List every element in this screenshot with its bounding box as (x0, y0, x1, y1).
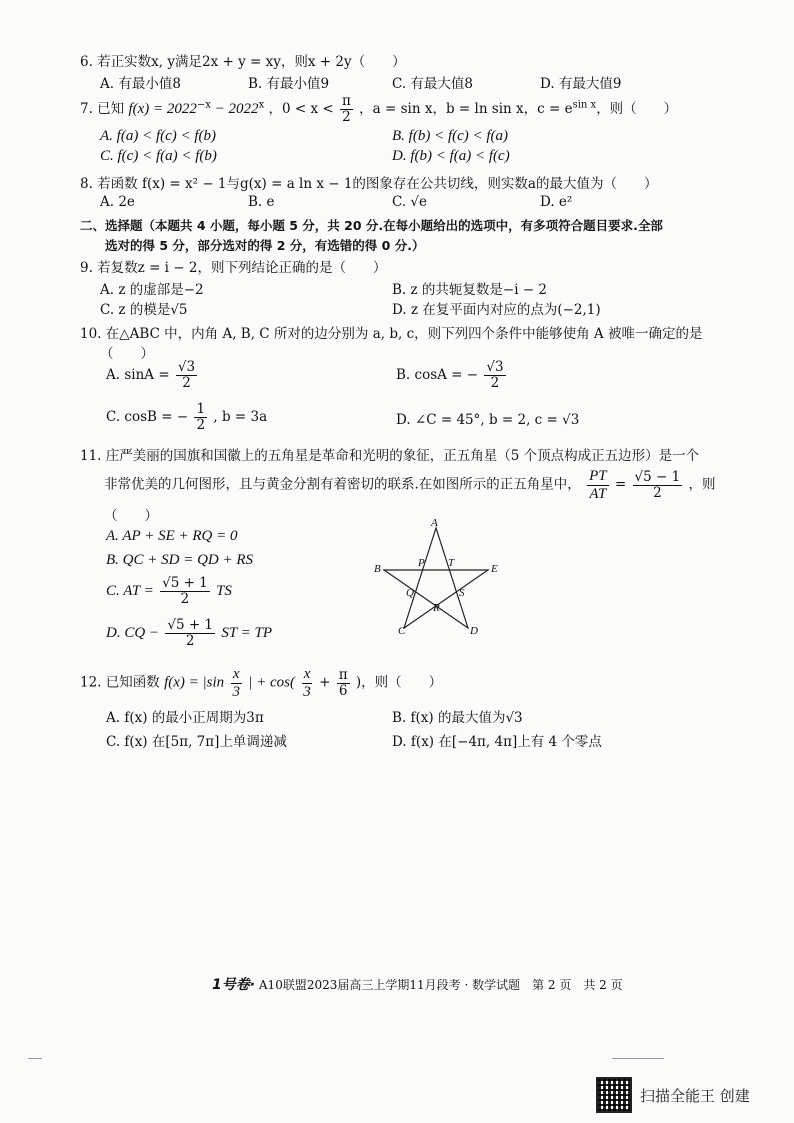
scan-edge-line-right (612, 1058, 664, 1059)
q8-option-c: C. √e (392, 194, 428, 210)
question-7-stem: 7. 已知 $f(x) = 2022^{-x} - 2022^x$ ，0 < x < $\frac{\pi}{2}$ ，a = sin x，b = ln sin x，$c = e^{sin x}$，则（ ） (80, 93, 678, 125)
q10-option-c: C. cosB = − $\frac{1}{2}$ , b = 3a (106, 401, 268, 433)
point-label-t: T (448, 557, 455, 569)
q12-option-c: C. f(x) 在[5π, 7π]上单调递减 (106, 734, 287, 750)
question-9-stem: 9. 若复数z = i − 2，则下列结论正确的是（ ） (80, 260, 387, 276)
q6-option-c: C. 有最大值8 (392, 76, 474, 92)
q9-option-b: B. z 的共轭复数是−i − 2 (392, 282, 548, 298)
section-2-header: 二、选择题（本题共 4 小题，每小题 5 分，共 20 分.在每小题给出的选项中，有多项符合题目要求.全部 选对的得 5 分，部分选对的得 2 分，有选错的得 0 分.） (80, 218, 663, 253)
q11-option-a: A. AP + SE + RQ = 0 (106, 528, 238, 544)
pi-over-2-fraction: $\frac{\pi}{2}$ (342, 93, 351, 125)
scanner-watermark (596, 1077, 750, 1113)
q8-option-a: A. 2e (100, 194, 135, 210)
q8-option-d: D. e² (540, 194, 573, 210)
page-footer (212, 974, 623, 994)
scan-edge-line-left (28, 1058, 42, 1059)
question-8-stem: 8. 若函数 f(x) = x² − 1与g(x) = a ln x − 1的图象存在公共切线，则实数a的最大值为（ ） (80, 176, 658, 192)
q7-option-c: C. f(c) < f(a) < f(b) (100, 148, 217, 164)
question-10-stem: 10. 在△ABC 中，内角 A, B, C 所对的边分别为 a, b, c，则下列四个条件中能够使角 A 被唯一确定的是 (80, 326, 703, 342)
footer-text: A10联盟2023届高三上学期11月段考 · 数学试题 第 2 页 共 2 页 (258, 978, 623, 992)
q6-option-b: B. 有最小值9 (248, 76, 330, 92)
point-label-s: S (459, 587, 465, 599)
vertex-label-b: B (374, 563, 381, 575)
point-label-r: R (433, 602, 440, 614)
scanner-watermark-text: 扫描全能王 创建 (640, 1086, 750, 1105)
q8-option-b: B. e (248, 194, 275, 210)
q9-option-a: A. z 的虚部是−2 (100, 282, 204, 298)
q11-option-b: B. QC + SD = QD + RS (106, 552, 254, 568)
q6-option-a: A. 有最小值8 (100, 76, 181, 92)
question-11-line-1: 11. 庄严美丽的国旗和国徽上的五角星是革命和光明的象征，正五角星（5 个顶点构成正五边形）是一个 (80, 448, 700, 464)
q11-answer-paren: （ ） (104, 508, 158, 524)
q6-option-d: D. 有最大值9 (540, 76, 622, 92)
question-12-stem: 12. 已知函数 f(x) = |sin $\frac{x}{3}$ | + cos( $\frac{x}{3}$ + $\frac{\pi}{6}$ )，则（ ） (80, 666, 443, 700)
vertex-label-d: D (470, 625, 478, 636)
q12-option-d: D. f(x) 在[−4π, 4π]上有 4 个零点 (392, 734, 602, 750)
q12-option-a: A. f(x) 的最小正周期为3π (106, 710, 264, 726)
q7-option-b: B. f(b) < f(c) < f(a) (392, 128, 509, 144)
qr-code-icon (596, 1077, 632, 1113)
point-label-p: P (418, 557, 425, 569)
q7-option-d: D. f(b) < f(a) < f(c) (392, 148, 510, 164)
vertex-label-a: A (431, 517, 438, 529)
point-label-q: Q (406, 587, 414, 599)
q12-option-b: B. f(x) 的最大值为√3 (392, 710, 523, 726)
q7-option-a: A. f(a) < f(c) < f(b) (100, 128, 217, 144)
q10-option-d: D. ∠C = 45°, b = 2, c = √3 (396, 412, 580, 428)
question-11-line-2: 非常优美的几何图形，且与黄金分割有着密切的联系.在如图所示的正五角星中， $\frac{PT}{AT}$ = $\frac{√5 - 1}{2}$ ，则 (104, 468, 716, 502)
question-6-stem: 6. 若正实数x, y满足2x + y = xy，则x + 2y（ ） (80, 54, 406, 70)
q10-answer-paren: （ ） (100, 346, 154, 362)
vertex-label-c: C (398, 625, 406, 636)
q9-option-c: C. z 的模是√5 (100, 302, 188, 318)
q11-option-d: D. CQ − $\frac{√5 + 1}{2}$ ST = TP (106, 617, 273, 649)
q10-option-a: A. sinA = $\frac{√3}{2}$ (106, 359, 196, 391)
q10-option-b: B. cosA = − $\frac{√3}{2}$ (396, 359, 504, 391)
q9-option-d: D. z 在复平面内对应的点为(−2,1) (392, 302, 601, 318)
q11-option-c: C. AT = $\frac{√5 + 1}{2}$ TS (106, 575, 232, 607)
publisher-logo: 1号卷· (212, 977, 256, 993)
vertex-label-e: E (491, 563, 498, 575)
pentagram-figure (370, 514, 510, 636)
